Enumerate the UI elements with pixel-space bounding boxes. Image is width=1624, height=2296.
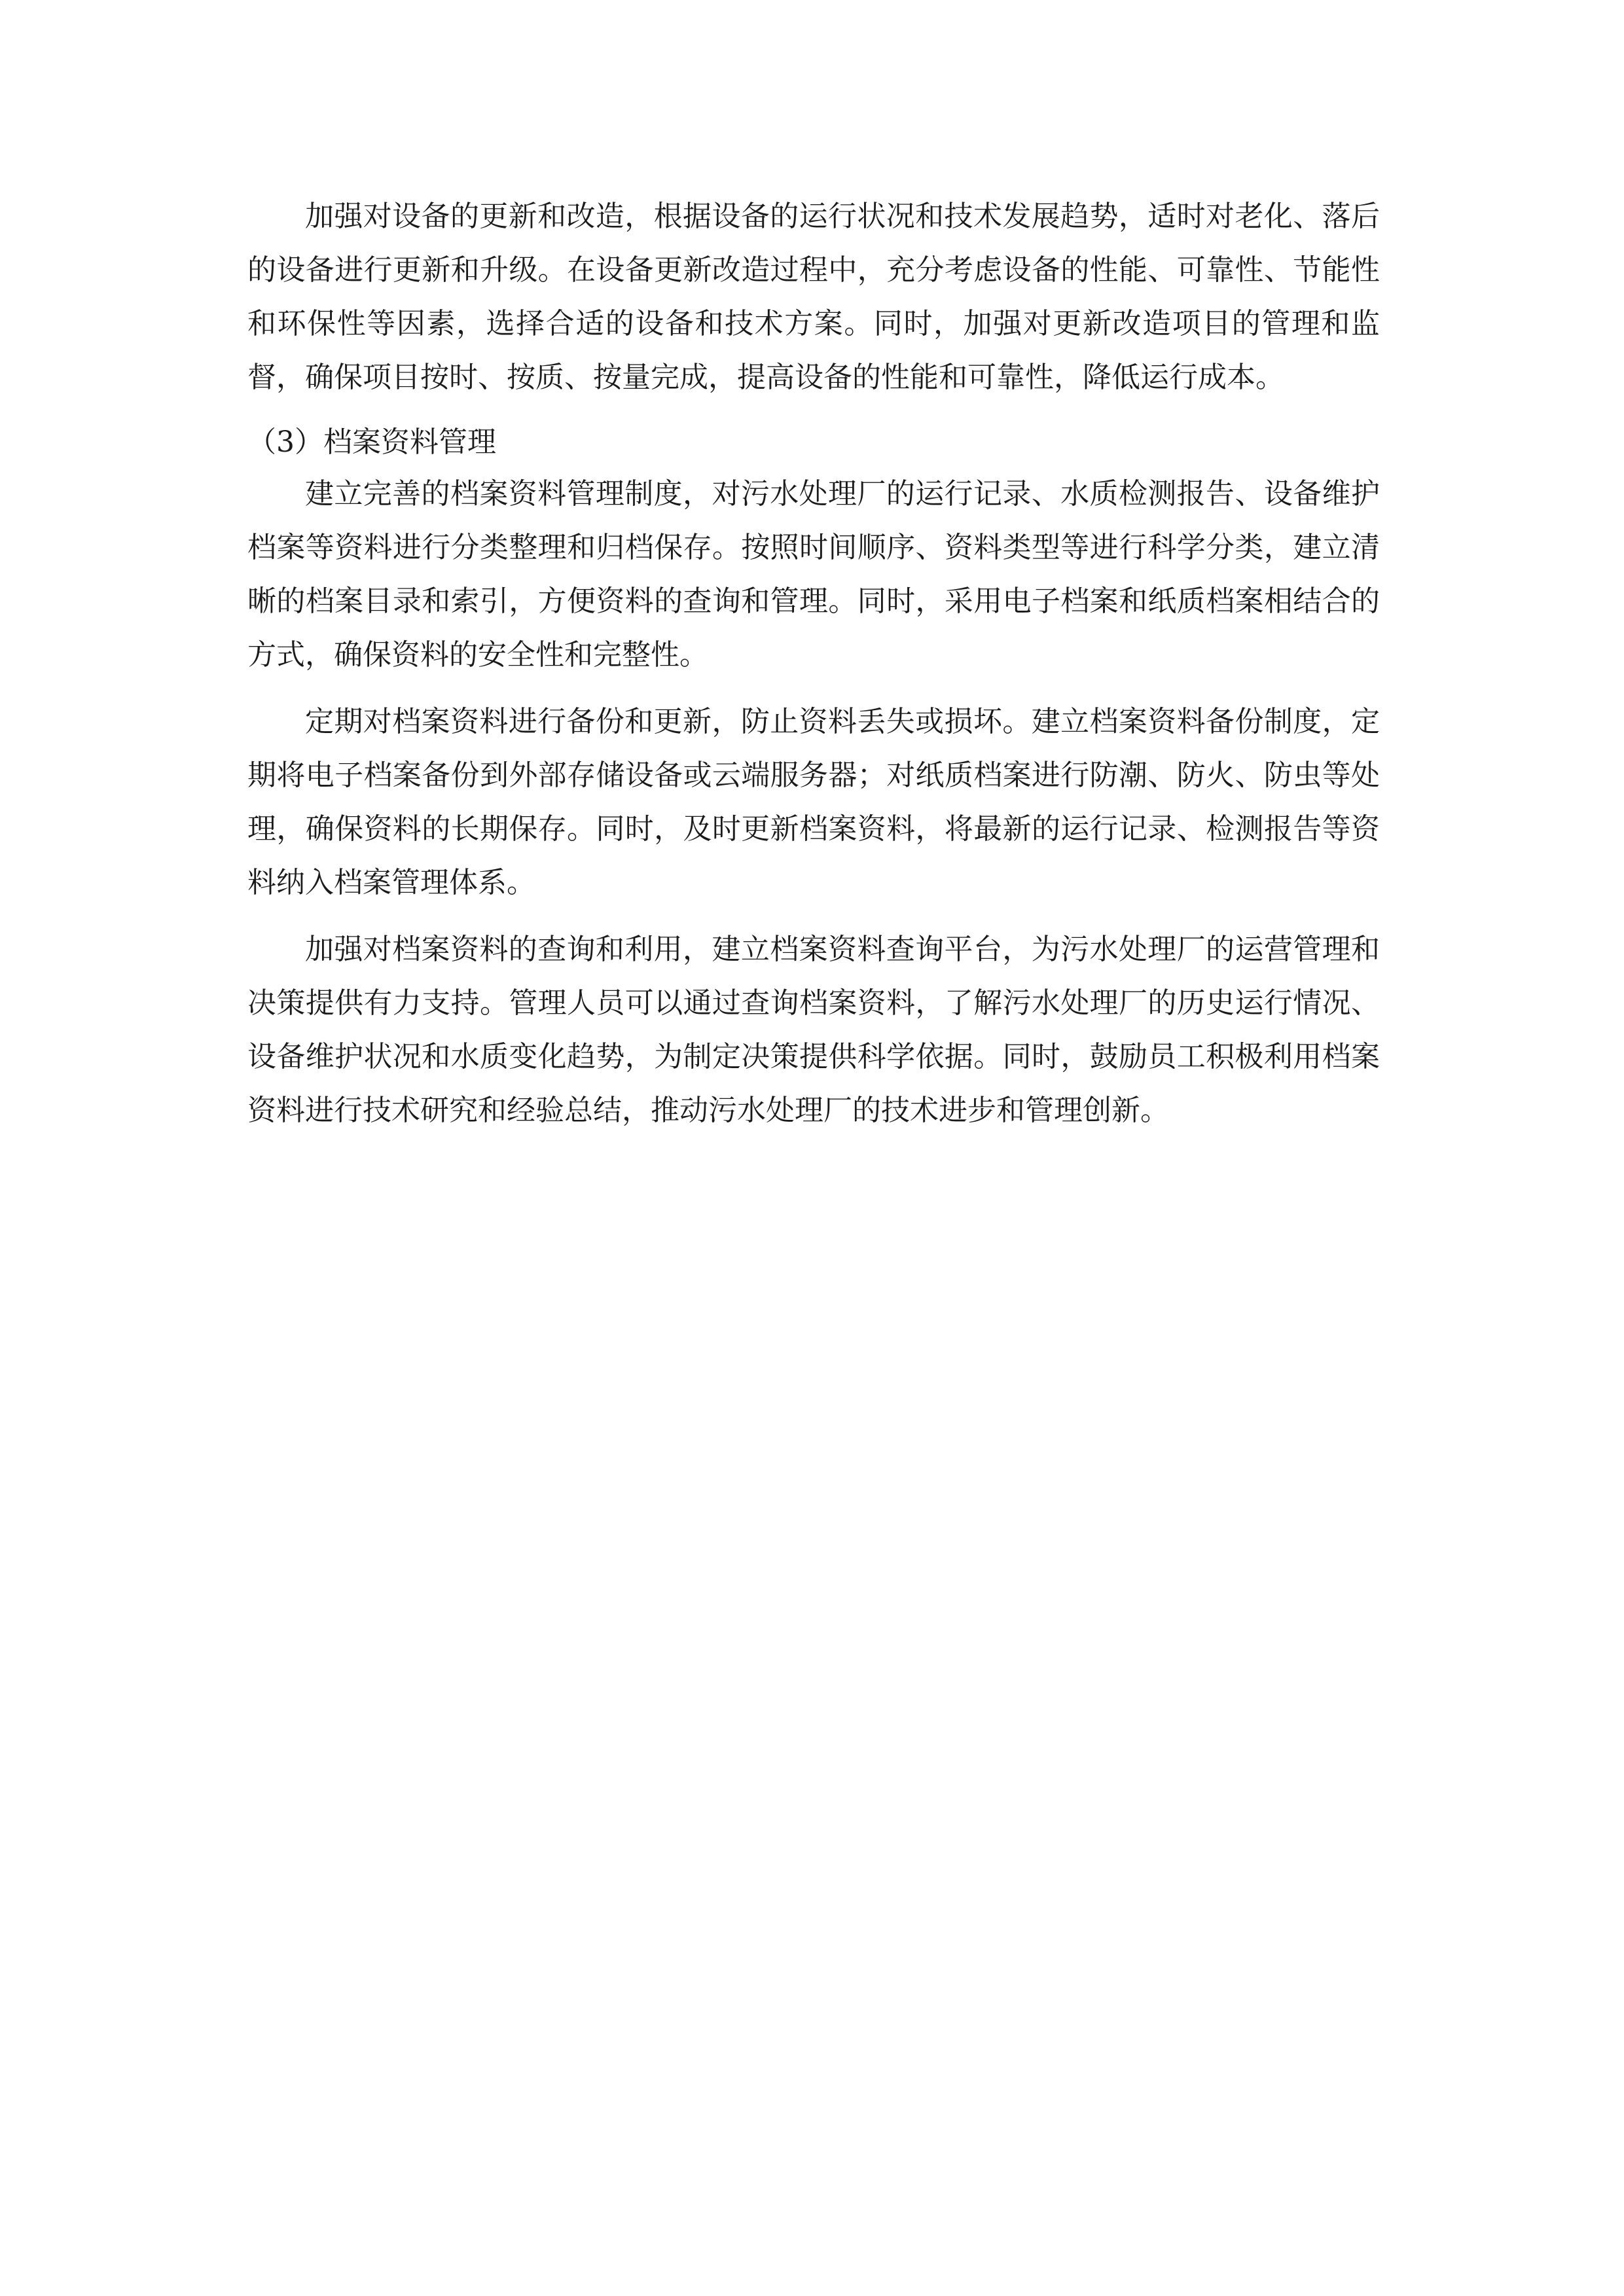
paragraph-archive-backup: 定期对档案资料进行备份和更新，防止资料丢失或损坏。建立档案资料备份制度，定期将电子档案备份到外部存储设备或云端服务器；对纸质档案进行防潮、防火、防虫等处理，确保资料的长期保存。同时，及时更新档案资料，将最新的运行记录、检测报告等资料纳入档案管理体系。 bbox=[247, 705, 1380, 899]
section-heading-archive-management: （3）档案资料管理 bbox=[247, 425, 496, 459]
paragraph-equipment-renewal: 加强对设备的更新和改造，根据设备的运行状况和技术发展趋势，适时对老化、落后的设备进行更新和升级。在设备更新改造过程中，充分考虑设备的性能、可靠性、节能性和环保性等因素，选择合适的设备和技术方案。同时，加强对更新改造项目的管理和监督，确保项目按时、按质、按量完成，提高设备的性能和可靠性，降低运行成本。 bbox=[247, 200, 1380, 394]
paragraph-archive-system: 建立完善的档案资料管理制度，对污水处理厂的运行记录、水质检测报告、设备维护档案等资料进行分类整理和归档保存。按照时间顺序、资料类型等进行科学分类，建立清晰的档案目录和索引，方便资料的查询和管理。同时，采用电子档案和纸质档案相结合的方式，确保资料的安全性和完整性。 bbox=[247, 477, 1380, 672]
document-body bbox=[247, 190, 1380, 1151]
paragraph-archive-utilization: 加强对档案资料的查询和利用，建立档案资料查询平台，为污水处理厂的运营管理和决策提供有力支持。管理人员可以通过查询档案资料，了解污水处理厂的历史运行情况、设备维护状况和水质变化趋势，为制定决策提供科学依据。同时，鼓励员工积极利用档案资料进行技术研究和经验总结，推动污水处理厂的技术进步和管理创新。 bbox=[247, 933, 1380, 1127]
